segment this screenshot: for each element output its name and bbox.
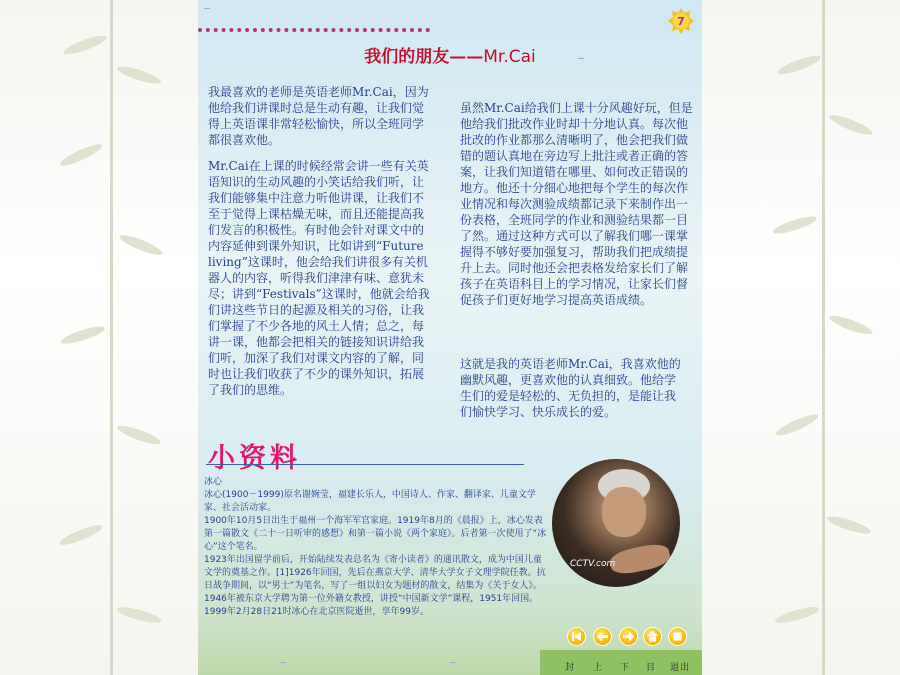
decorative-tick	[280, 662, 286, 663]
bio-line: 1999年2月28日21时冰心在北京医院逝世，享年99岁。	[204, 607, 429, 617]
decorative-tick	[450, 662, 456, 663]
nav-label-exit[interactable]: 退出	[670, 663, 691, 673]
leaf-decoration	[776, 52, 823, 77]
first-page-icon	[567, 627, 586, 646]
sun-badge-icon	[668, 8, 694, 34]
article-paragraph-1: 我最喜欢的老师是英语老师Mr.Cai，因为他给我们讲课时总是生动有趣，让我们觉得上英语课非常轻松愉快，所以全班同学都很喜欢他。	[208, 85, 429, 147]
leaf-decoration	[118, 232, 164, 259]
previous-arrow-icon	[593, 627, 612, 646]
bio-line: 1900年10月5日出生于福州一个海军军官家庭。1919年8月的《晨报》上，冰心发表第一篇散文《二十一日听审的感想》和第一篇小说《两个家庭》。后者第一次使用了“冰心”这个笔名。	[204, 516, 547, 552]
title-english: Mr.Cai	[483, 47, 536, 67]
leaf-decoration	[60, 323, 107, 347]
leaf-decoration	[62, 32, 109, 57]
plant-stalk	[822, 0, 825, 675]
right-decorative-panel	[702, 0, 900, 675]
leaf-decoration	[116, 63, 163, 87]
plant-stalk	[110, 0, 113, 675]
nav-label-contents[interactable]: 目	[646, 663, 657, 673]
info-heading-underline	[206, 464, 524, 465]
leaf-decoration	[774, 604, 821, 626]
bio-text	[204, 476, 548, 619]
page-title	[198, 42, 702, 67]
info-heading: 小资料	[208, 443, 301, 474]
nav-label-first[interactable]: 封	[565, 663, 576, 673]
title-chinese: 我们的朋友——	[364, 47, 484, 67]
nav-label-previous[interactable]: 上	[593, 663, 604, 673]
leaf-decoration	[826, 513, 873, 537]
leaf-decoration	[58, 141, 104, 170]
home-contents-icon	[643, 627, 662, 646]
nav-label-next[interactable]: 下	[620, 663, 631, 673]
leaf-decoration	[774, 411, 820, 439]
leaf-decoration	[828, 312, 875, 337]
exit-button[interactable]	[668, 627, 687, 646]
page-number-badge	[668, 8, 694, 34]
next-page-button[interactable]	[619, 627, 638, 646]
page-number: 7	[677, 15, 685, 28]
author-photo	[552, 459, 680, 587]
leaf-decoration	[58, 522, 104, 549]
article-paragraph-4: 这就是我的英语老师Mr.Cai，我喜欢他的幽默风趣，更喜欢他的认真细致。他给学生们的爱是轻松的、无负担的，是能让我们愉快学习、快乐成长的爱。	[460, 357, 681, 419]
bio-line: 冰心(1900－1999)原名谢婉莹，福建长乐人，中国诗人、作家、翻译家、儿童文学家、社会活动家。	[204, 490, 536, 513]
bio-name: 冰心	[204, 477, 223, 487]
photo-face	[602, 487, 646, 537]
article-paragraph-3: 虽然Mr.Cai给我们上课十分风趣好玩，但是他给我们批改作业时却十分地认真。每次他批改的作业都那么清晰明了，他会把我们做错的题认真地在旁边写上批注或者正确的答案，让我们知道错在哪里、如何改正错误的地方。他还十分细心地把每个学生的每次作业情况和每次测验成绩都记录下来制作出一份表格，全班同学的作业和测验结果都一目了然。通过这种方式可以了解我们哪一课掌握得不够好要加强复习，帮助我们把成绩提升上去。同时他还会把表格发给家长们了解孩子在英语科目上的学习情况，让家长们督促孩子们更好地学习提高英语成绩。	[460, 101, 693, 307]
decorative-tick	[578, 58, 584, 59]
next-arrow-icon	[619, 627, 638, 646]
photo-watermark: CCTV.com	[570, 559, 616, 569]
bio-line: 1946年被东京大学聘为第一位外籍女教授，讲授“中国新文学”课程，1951年回国。	[204, 594, 539, 604]
contents-button[interactable]	[643, 627, 662, 646]
bio-line: 1923年出国留学前后，开始陆续发表总名为《寄小读者》的通讯散文，成为中国儿童文学的奠基之作。[1]1926年回国，先后在燕京大学、清华大学女子文理学院任教。抗日战争期间，以“男士”为笔名，写了一组以妇女为题材的散文，结集为《关于女人》。	[204, 555, 546, 591]
previous-page-button[interactable]	[593, 627, 612, 646]
leaf-decoration	[772, 213, 819, 237]
first-page-button[interactable]	[567, 627, 586, 646]
decorative-tick	[204, 8, 210, 9]
dotted-divider	[198, 28, 430, 32]
stop-exit-icon	[668, 627, 687, 646]
leaf-decoration	[115, 604, 162, 626]
leaf-decoration	[828, 112, 874, 139]
leaf-decoration	[116, 422, 163, 447]
left-decorative-panel	[0, 0, 200, 675]
article-paragraph-2: Mr.Cai在上课的时候经常会讲一些有关英语知识的生动风趣的小笑话给我们听，让我们能够集中注意力听他讲课，让我们不至于觉得上课枯燥无味，而且还能提高我们发言的积极性。有时他会针对课文中的内容延伸到课外知识，比如讲到“Future living”这课时，他会给我们讲很多有关机器人的内容，听得我们津津有味、意犹未尽；讲到“Festivals”这课时，他就会给我们讲这些节日的起源及相关的习俗，让我们掌握了不少各地的风土人情；总之，每讲一课，他都会把相关的链接知识讲给我们听，加深了我们对课文内容的了解，同时也让我们收获了不少的课外知识，拓展了我们的思维。	[208, 159, 430, 397]
slide-page	[198, 0, 702, 675]
photo-hand	[608, 541, 672, 577]
